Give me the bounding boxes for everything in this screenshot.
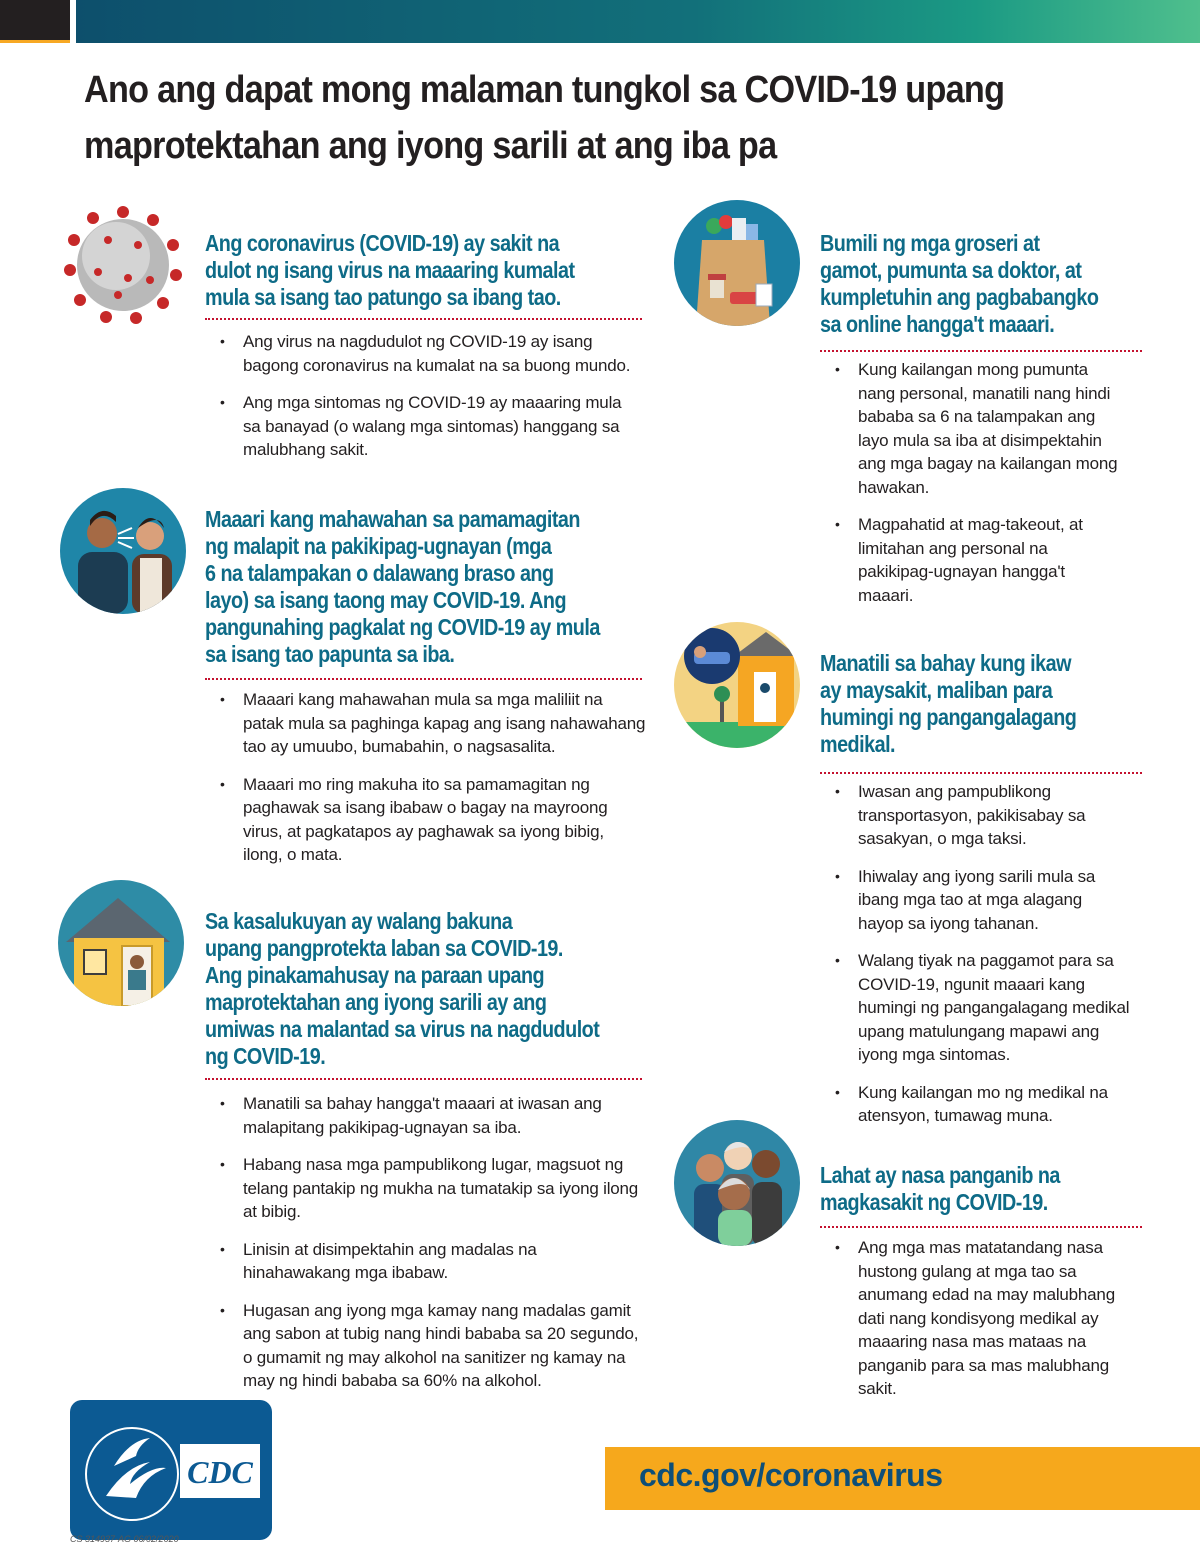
hhs-cdc-logo <box>70 1400 272 1540</box>
groceries-icon <box>674 200 800 326</box>
list-item: • Ang mga mas matatandang nasa hustong gulang at mga tao sa anumang edad na may malubhang dati nang kondisyong medikal ay maaaring nasa mas mataas na panganib para sa mas malubhang sakit. <box>830 1236 1120 1401</box>
list-item: • Maaari mo ring makuha ito sa pamamagitan ng paghawak sa isang ibabaw o bagay na mayroong virus, at pagkatapos ay paghawak sa iyong bibig, ilong, o mata. <box>215 773 647 867</box>
list-item: • Ang virus na nagdudulot ng COVID-19 ay isang bagong coronavirus na kumalat na sa buong mundo. <box>215 330 635 377</box>
section-5-divider <box>820 772 1142 774</box>
section-6-heading: Lahat ay nasa panganib na magkasakit ng COVID-19. <box>820 1162 1060 1215</box>
section-6-list <box>830 1236 1120 1415</box>
section-5-heading: Manatili sa bahay kung ikaw ay maysakit, maliban para humingi ng pangangalagang medikal. <box>820 650 1077 757</box>
cough-spread-icon <box>60 488 186 614</box>
cdc-url-link[interactable]: cdc.gov/coronavirus <box>639 1457 943 1493</box>
list-item: • Hugasan ang iyong mga kamay nang madalas gamit ang sabon at tubig nang hindi bababa sa 20 segundo, o gumamit ng may alkohol na sanitizer ng kamay na may ng hindi bababa sa 60% na alkohol. <box>215 1299 647 1393</box>
title-line-2: maprotektahan ang iyong sarili at ang iba pa <box>84 125 777 167</box>
section-3-heading: Sa kasalukuyan ay walang bakuna upang pangprotekta laban sa COVID-19. Ang pinakamahusay na paraan upang maprotektahan ang iyong sarili ay ang umiwas na malantad sa virus na nagdudulot ng COVID-19. <box>205 908 600 1069</box>
cdc-logo-text: CDC <box>187 1454 253 1490</box>
url-banner <box>605 1447 1200 1510</box>
list-item: • Maaari kang mahawahan mula sa mga maliliit na patak mula sa paghinga kapag ang isang nahawahang tao ay umuubo, bumabahin, o nagsasalita. <box>215 688 647 759</box>
top-left-block <box>0 0 70 43</box>
list-item: • Ihiwalay ang iyong sarili mula sa ibang mga tao at mga alagang hayop sa iyong tahanan. <box>830 865 1130 936</box>
section-2-heading: Maaari kang mahawahan sa pamamagitan ng malapit na pakikipag-ugnayan (mga 6 na talampakan o dalawang braso ang layo) sa isang taong may COVID-19. Ang pangunahing pagkalat ng COVID-19 ay mula sa isang tao papunta sa iba. <box>205 506 600 667</box>
coronavirus-icon <box>58 200 188 330</box>
list-item: • Habang nasa mga pampublikong lugar, magsuot ng telang pantakip ng mukha na tumatakip sa iyong ilong at bibig. <box>215 1153 647 1224</box>
group-of-people-icon <box>674 1120 800 1246</box>
section-4-list <box>830 358 1122 621</box>
top-banner-bar <box>76 0 1200 43</box>
section-1-heading: Ang coronavirus (COVID-19) ay sakit na dulot ng isang virus na maaaring kumalat mula sa isang tao patungo sa ibang tao. <box>205 230 575 310</box>
section-2-divider <box>205 678 642 680</box>
list-item: • Kung kailangan mong pumunta nang personal, manatili nang hindi bababa sa 6 na talampakan ang layo mula sa iba at disimpektahin ang mga bagay na kailangan mong hawakan. <box>830 358 1122 499</box>
list-item: • Kung kailangan mo ng medikal na atensyon, tumawag muna. <box>830 1081 1130 1128</box>
list-item: • Linisin at disimpektahin ang madalas na hinahawakang mga ibabaw. <box>215 1238 647 1285</box>
sick-at-home-icon <box>674 622 800 748</box>
page-title <box>84 62 1029 174</box>
section-5-list <box>830 780 1130 1142</box>
section-2-list <box>215 688 647 881</box>
list-item: • Ang mga sintomas ng COVID-19 ay maaaring mula sa banayad (o walang mga sintomas) hanggang sa malubhang sakit. <box>215 391 635 462</box>
top-left-accent <box>0 40 70 43</box>
document-code: CS 314937-AG 06/02/2020 <box>70 1534 179 1544</box>
section-4-heading: Bumili ng mga groseri at gamot, pumunta sa doktor, at kumpletuhin ang pagbabangko sa online hangga't maaari. <box>820 230 1099 337</box>
list-item: • Manatili sa bahay hangga't maaari at iwasan ang malapitang pakikipag-ugnayan sa iba. <box>215 1092 647 1139</box>
title-line-1: Ano ang dapat mong malaman tungkol sa COVID-19 upang <box>84 69 1005 111</box>
section-4-divider <box>820 350 1142 352</box>
list-item: • Walang tiyak na paggamot para sa COVID-19, ngunit maaari kang humingi ng pangangalagang medikal upang matulungang mapawi ang iyong mga sintomas. <box>830 949 1130 1067</box>
section-3-divider <box>205 1078 642 1080</box>
section-1-list <box>215 330 635 476</box>
list-item: • Magpahatid at mag-takeout, at limitahan ang personal na pakikipag-ugnayan hangga't maaari. <box>830 513 1122 607</box>
section-6-divider <box>820 1226 1142 1228</box>
home-person-icon <box>58 880 184 1006</box>
list-item: • Iwasan ang pampublikong transportasyon, pakikisabay sa sasakyan, o mga taksi. <box>830 780 1130 851</box>
section-3-list <box>215 1092 647 1407</box>
section-1-divider <box>205 318 642 320</box>
